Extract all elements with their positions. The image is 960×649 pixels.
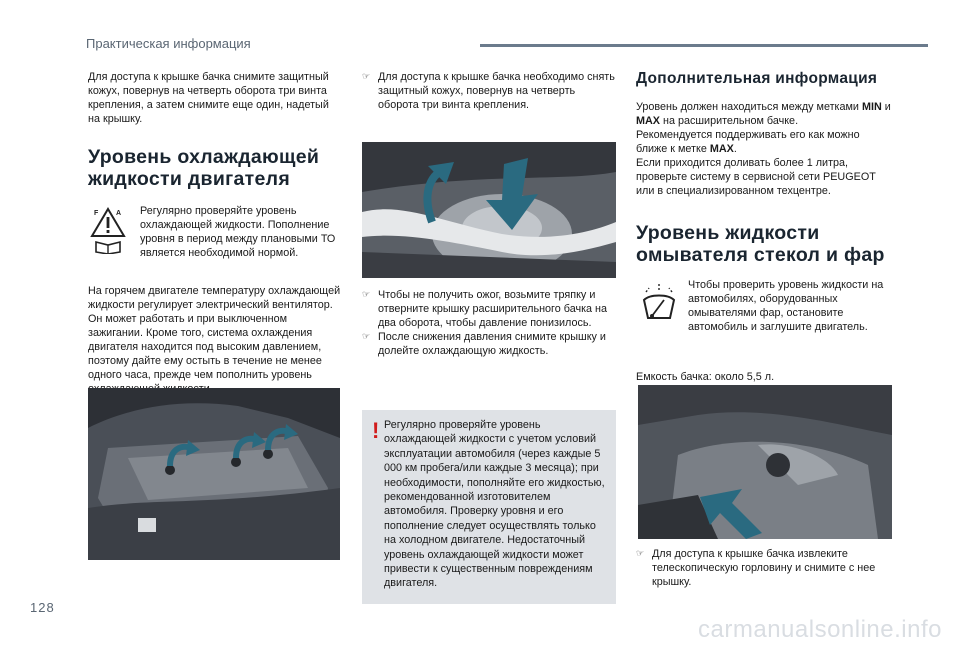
- warning-note-text: Регулярно проверяйте уровень охлаждающей жидкости с учетом условий эксплуатации автомобиля (через каждые 5 000 км пробега/или каждые 3 месяца); при необходимости, пополняйте его жидкостью, рекомендованной изготовителем автомобиля. Проверку уровня и его пополнение следует осуществлять только на холодном двигателе. Недостаточный уровень охлаждающей жидкости может привести к существенным повреждениям двигателя.: [384, 419, 605, 590]
- coolant-icon-block: [88, 204, 343, 272]
- washer-capacity: Емкость бачка: около 5,5 л.: [636, 371, 775, 383]
- bullet-top-up: ☞ После снижения давления снимите крышку и долейте охлаждающую жидкость.: [362, 330, 616, 358]
- svg-text:F: F: [94, 210, 99, 217]
- washer-fluid-icon: [640, 284, 678, 324]
- coolant-paragraph: На горячем двигателе температуру охлаждающей жидкости регулирует электрический вентилятор. Он может работать и при выключенном зажигании. Кроме того, система охлаждения двигателя находится под высоким давлением, поэтому дайте ему остыть в течение не менее одного часа, прежде чем пополнить уровень: [88, 285, 341, 381]
- min-mark: MIN: [861, 101, 882, 113]
- washer-heading: Уровень жидкости омывателя стекол и фар: [636, 222, 885, 266]
- engine-cover-photo: [88, 388, 340, 560]
- info-text-a: Уровень должен находиться между метками: [636, 101, 862, 113]
- info-text-b: на расширительном бачке.: [660, 115, 799, 127]
- bullet-washer-access: ☞ Для доступа к крышке бачка извлеките телескопическую горловину и снимите с нее крышку.: [636, 547, 892, 589]
- info-text-d: .: [733, 143, 737, 155]
- page-header-title: Практическая информация: [86, 36, 251, 51]
- info-and: и: [881, 101, 891, 113]
- column-right-lower: [636, 547, 892, 589]
- info-text-c: Рекомендуется поддерживать его как можно ближе к метке: [636, 129, 860, 155]
- column-middle-lower: [362, 288, 616, 358]
- watermark: carmanualsonline.info: [698, 616, 942, 643]
- max-mark-2: MAX: [709, 143, 734, 155]
- svg-text:A: A: [116, 210, 122, 217]
- coolant-icon-text: Регулярно проверяйте уровень охлаждающей жидкости. Пополнение уровня в период между плановыми ТО является необходимой нормой.: [140, 205, 336, 259]
- coolant-warning-icon: [90, 206, 126, 254]
- washer-tank-photo: [638, 385, 892, 539]
- info-text-e: Если приходится доливать более 1 литра, проверьте систему в сервисной сети PEUGEOT или в специализированном техцентре.: [636, 157, 876, 197]
- max-mark: MAX: [636, 115, 660, 127]
- bullet-remove-cover: ☞ Для доступа к крышке бачка необходимо снять защитный кожух, повернув на четверть оборота три винта крепления.: [362, 70, 616, 112]
- intro-paragraph: Для доступа к крышке бачка снимите защитный кожух, повернув на четверть оборота три винта крепления, а затем снимите еще один, надетый на крышку.: [88, 71, 329, 125]
- additional-info-text: [636, 100, 892, 198]
- column-left: [88, 70, 343, 396]
- expansion-tank-photo: [362, 142, 616, 278]
- washer-icon-block: [636, 278, 892, 348]
- warning-note-box: [362, 410, 616, 604]
- coolant-heading: Уровень охлаждающей жидкости двигателя: [88, 146, 320, 190]
- warning-exclamation-icon: !: [372, 418, 380, 443]
- column-middle: [362, 70, 616, 112]
- additional-info-heading: Дополнительная информация: [636, 70, 878, 87]
- column-right: [636, 70, 892, 384]
- washer-icon-text: Чтобы проверить уровень жидкости на автомобилях, оборудованных омывателями фар, остановите автомобиль и заглушите двигатель.: [688, 279, 884, 333]
- header-rule: [480, 44, 928, 47]
- page-number: 128: [30, 600, 55, 615]
- bullet-release-pressure: ☞ Чтобы не получить ожог, возьмите тряпку и отверните крышку расширительного бачка на два оборота, чтобы давление понизилось.: [362, 288, 616, 330]
